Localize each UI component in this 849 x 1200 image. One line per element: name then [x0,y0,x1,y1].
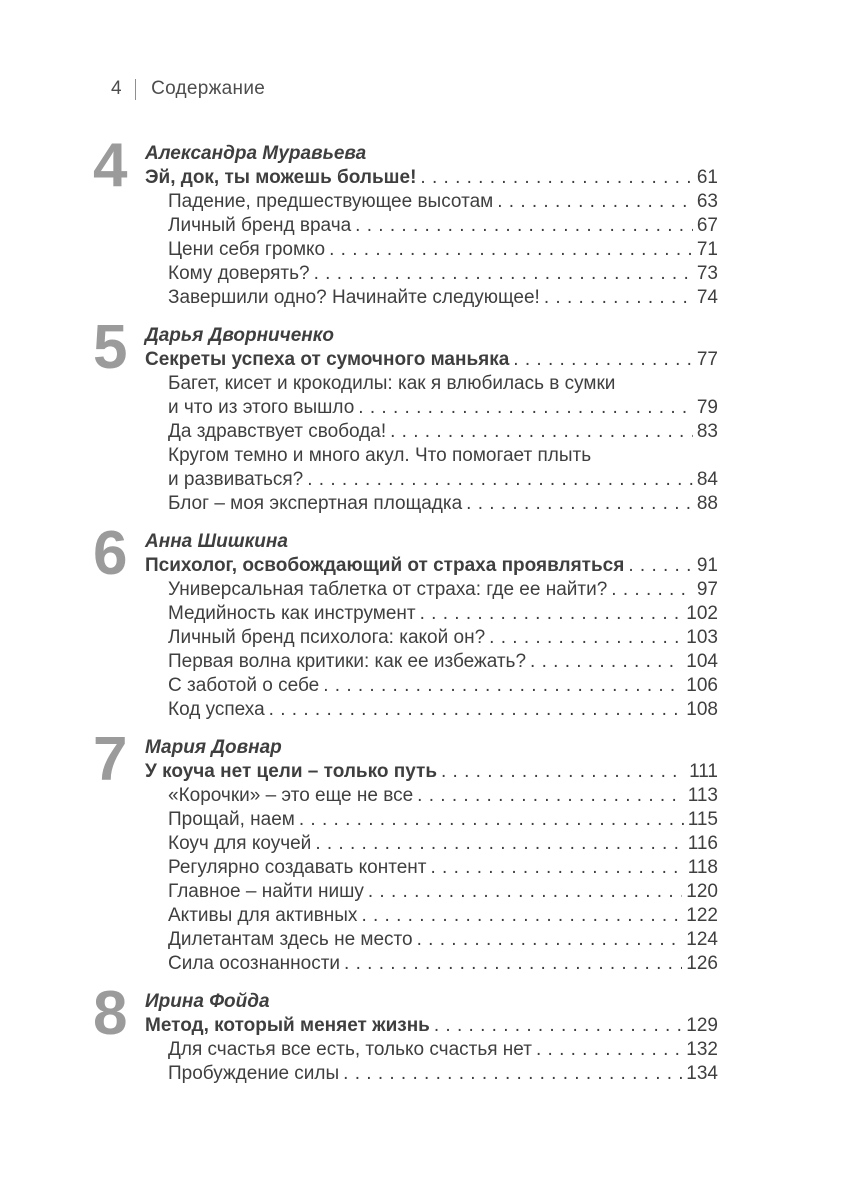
toc-item-page-number: 126 [686,953,718,974]
toc-item-text: Личный бренд врача [168,215,352,236]
dot-leader [544,286,693,310]
toc-item [145,238,718,262]
toc-item [145,674,718,698]
toc-item [145,650,718,674]
toc-item-page-number: 116 [687,833,718,854]
dot-leader [315,832,683,856]
dot-leader [269,698,683,722]
toc-item-text: С заботой о себе [168,675,320,696]
toc-section [93,313,718,516]
dot-leader [355,214,693,238]
section-page-number: 129 [686,1015,718,1036]
toc-item [145,952,718,976]
toc-item-text: Дилетантам здесь не место [168,929,413,950]
dot-leader [323,674,682,698]
section-items [145,372,718,516]
toc-item-page-number: 108 [686,699,718,720]
toc-item-text: Блог – моя экспертная площадка [168,493,463,514]
dot-leader [536,1038,682,1062]
toc-item-page-number: 124 [686,929,718,950]
toc-item-text: Главное – найти нишу [168,881,364,902]
toc-item-text: Медийность как инструмент [168,603,416,624]
toc-item-page-number: 63 [696,191,718,212]
toc-item [145,1062,718,1086]
section-title: Секреты успеха от сумочного маньяка [145,349,510,370]
section-number: 7 [93,725,126,794]
toc-item [145,396,718,420]
section-title-row [145,1014,718,1038]
toc-item-text: Завершили одно? Начинайте следующее! [168,287,540,308]
toc-item-continuation-line [145,372,718,396]
toc-list [93,131,718,1086]
toc-item [145,468,718,492]
section-page-number: 111 [689,761,718,782]
toc-item-page-number: 118 [687,857,718,878]
toc-item [145,1038,718,1062]
section-title-row [145,554,718,578]
toc-item-page-number: 104 [686,651,718,672]
toc-item [145,190,718,214]
toc-item-text: Первая волна критики: как ее избежать? [168,651,527,672]
toc-item-text: Универсальная таблетка от страха: где ее найти? [168,579,608,600]
dot-leader [420,602,683,626]
toc-item-text: Падение, предшествующее высотам [168,191,494,212]
dot-leader [390,420,693,444]
header-divider [135,79,136,100]
toc-item-page-number: 113 [687,785,718,806]
toc-item-text: «Корочки» – это еще не все [168,785,414,806]
section-title-row [145,348,718,372]
section-author: Мария Довнар [145,737,282,758]
toc-item [145,928,718,952]
dot-leader [358,396,693,420]
section-title: Метод, который меняет жизнь [145,1015,430,1036]
header-title: Содержание [151,78,266,99]
section-title-row [145,760,718,784]
toc-item-text: Кругом темно и много акул. Что помогает плыть [168,445,592,466]
toc-item [145,904,718,928]
toc-item-page-number: 84 [696,469,718,490]
toc-item-page-number: 79 [696,397,718,418]
toc-item-text: Цени себя громко [168,239,326,260]
dot-leader [307,468,693,492]
toc-item-text: и развиваться? [168,469,304,490]
toc-item [145,492,718,516]
toc-item-text: Личный бренд психолога: какой он? [168,627,486,648]
toc-section [93,131,718,310]
toc-item-text: Сила осознанности [168,953,341,974]
dot-leader [513,348,693,372]
section-number: 5 [93,313,126,382]
toc-item-page-number: 120 [686,881,718,902]
toc-item [145,626,718,650]
section-author: Александра Муравьева [145,143,367,164]
toc-item-page-number: 106 [686,675,718,696]
dot-leader [417,928,683,952]
section-items [145,190,718,310]
toc-item-page-number: 132 [686,1039,718,1060]
toc-item-text: Регулярно создавать контент [168,857,427,878]
section-page-number: 61 [696,167,718,188]
dot-leader [628,554,693,578]
toc-item [145,262,718,286]
section-page-number: 91 [696,555,718,576]
dot-leader [420,166,692,190]
toc-item [145,420,718,444]
toc-item-text: Багет, кисет и крокодилы: как я влюбилась в сумки [168,373,616,394]
toc-item-page-number: 71 [696,239,718,260]
toc-item [145,832,718,856]
toc-section [93,725,718,976]
dot-leader [361,904,682,928]
toc-item-page-number: 103 [686,627,718,648]
toc-item [145,698,718,722]
toc-item-page-number: 115 [687,809,718,830]
dot-leader [611,578,693,602]
dot-leader [368,880,682,904]
section-number: 6 [93,519,126,588]
toc-item [145,286,718,310]
section-page-number: 77 [696,349,718,370]
toc-item-text: Активы для активных [168,905,358,926]
dot-leader [343,1062,682,1086]
section-title: У коуча нет цели – только путь [145,761,437,782]
section-title: Эй, док, ты можешь больше! [145,167,417,188]
page-header [111,78,718,100]
dot-leader [441,760,685,784]
toc-item [145,214,718,238]
section-items [145,1038,718,1086]
section-number: 4 [93,131,126,200]
dot-leader [329,238,693,262]
toc-item-text: Прощай, наем [168,809,295,830]
dot-leader [497,190,693,214]
dot-leader [530,650,682,674]
section-number: 8 [93,979,126,1048]
toc-item [145,880,718,904]
section-author: Дарья Дворниченко [145,325,335,346]
section-author: Анна Шишкина [145,531,288,552]
toc-item-page-number: 88 [696,493,718,514]
toc-item-page-number: 122 [686,905,718,926]
toc-item-page-number: 97 [696,579,718,600]
dot-leader [299,808,684,832]
toc-item-page-number: 74 [696,287,718,308]
dot-leader [434,1014,682,1038]
dot-leader [417,784,684,808]
header-page-number: 4 [111,78,123,99]
toc-item-page-number: 83 [696,421,718,442]
toc-item-text: Пробуждение силы [168,1063,340,1084]
dot-leader [344,952,682,976]
dot-leader [489,626,682,650]
section-items [145,784,718,976]
toc-section [93,979,718,1086]
dot-leader [466,492,693,516]
toc-item [145,856,718,880]
section-items [145,578,718,722]
toc-item [145,602,718,626]
toc-section [93,519,718,722]
dot-leader [314,262,693,286]
toc-item-text: Да здравствует свобода! [168,421,387,442]
section-author: Ирина Фойда [145,991,270,1012]
toc-item [145,578,718,602]
toc-item-page-number: 73 [696,263,718,284]
toc-item-text: Кому доверять? [168,263,310,284]
toc-item-page-number: 134 [686,1063,718,1084]
toc-item-text: и что из этого вышло [168,397,355,418]
toc-item-page-number: 67 [696,215,718,236]
toc-item-text: Коуч для коучей [168,833,312,854]
toc-item-text: Для счастья все есть, только счастья нет [168,1039,532,1060]
section-title-row [145,166,718,190]
toc-item-continuation-line [145,444,718,468]
toc-item-page-number: 102 [686,603,718,624]
toc-item [145,808,718,832]
toc-item-text: Код успеха [168,699,265,720]
toc-item [145,784,718,808]
dot-leader [430,856,683,880]
section-title: Психолог, освобождающий от страха проявляться [145,555,625,576]
